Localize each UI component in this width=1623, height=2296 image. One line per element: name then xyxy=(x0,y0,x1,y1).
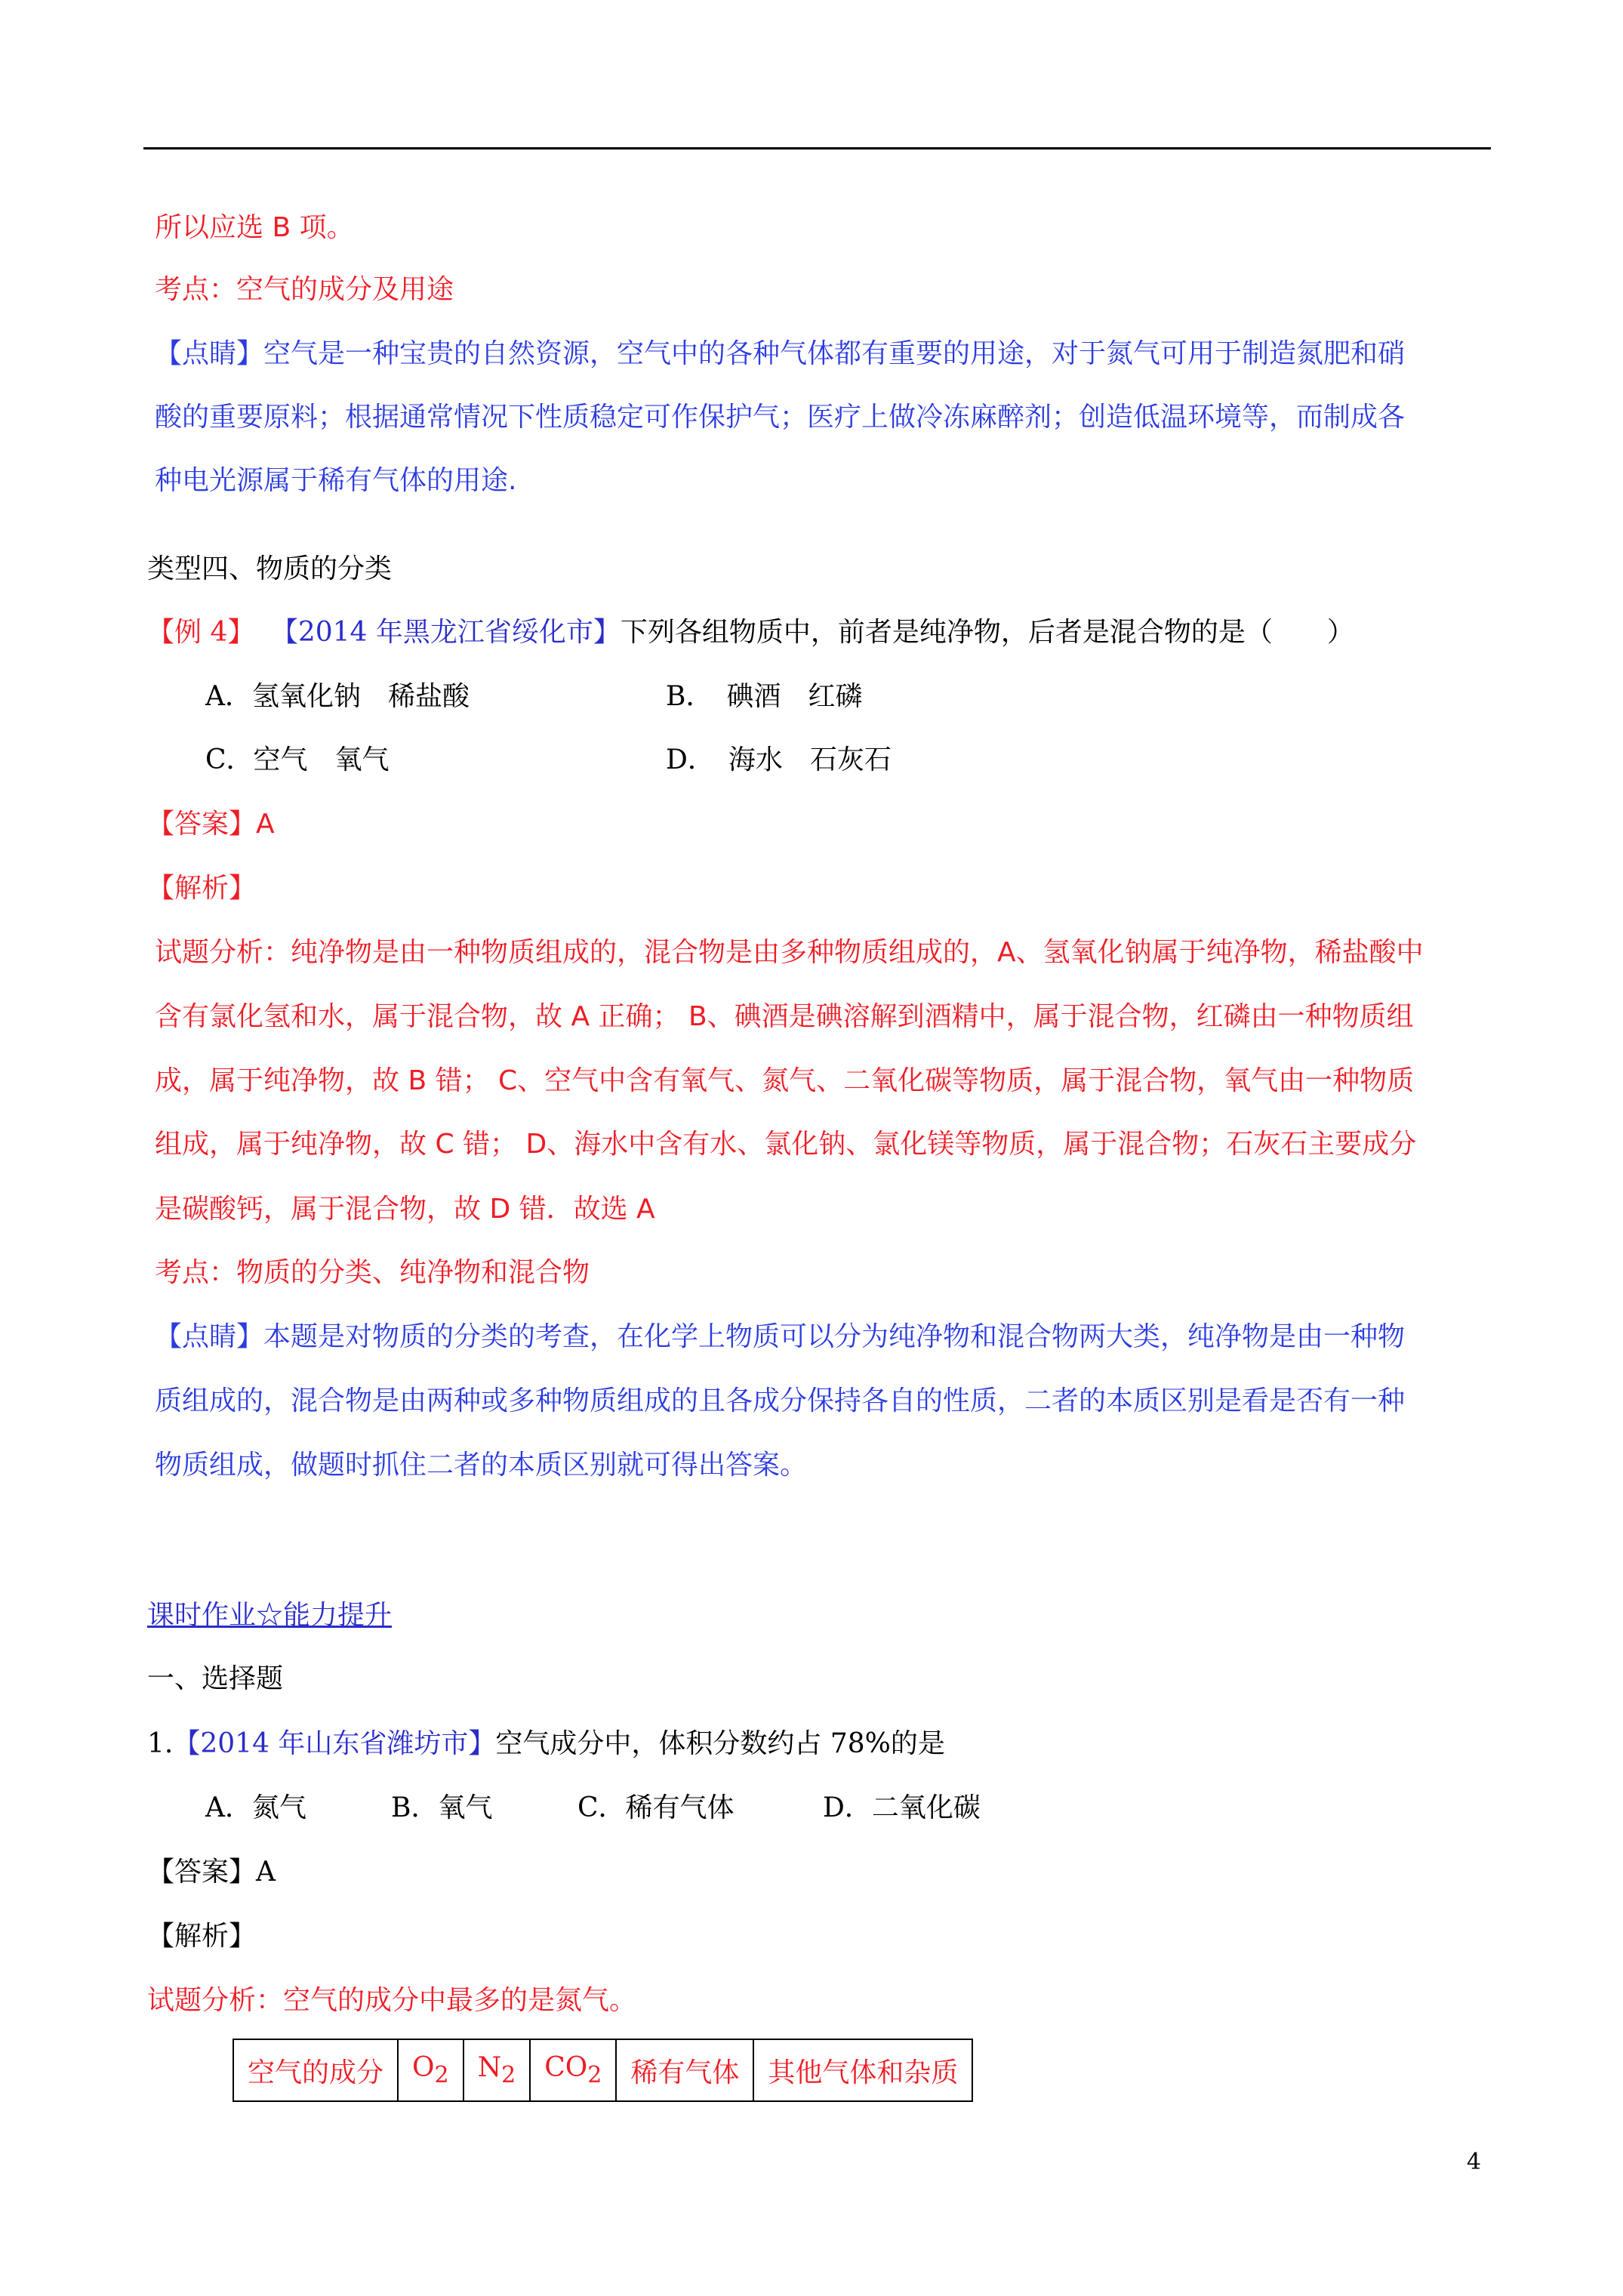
q1-option-a: A．氮气 xyxy=(205,1792,306,1823)
q1-line xyxy=(147,1727,945,1761)
q1-question: 空气成分中，体积分数约占 78%的是 xyxy=(495,1728,945,1759)
dianjing-2-line-2: 质组成的，混合物是由两种或多种物质组成的且各成分保持各自的性质，二者的本质区别是看是否有一种 xyxy=(155,1385,1406,1416)
dianjing-2-line-3: 物质组成，做题时抓住二者的本质区别就可得出答案。 xyxy=(155,1450,808,1481)
table-cell-noble-gas: 稀有气体 xyxy=(616,2039,753,2101)
subsection-title: 一、选择题 xyxy=(147,1663,284,1694)
example4-option-b: B． 碘酒 红磷 xyxy=(666,681,863,712)
example4-answer: 【答案】A xyxy=(147,809,275,840)
q1-option-c: C．稀有气体 xyxy=(577,1792,735,1823)
analysis-line-2: 含有氯化氢和水，属于混合物，故 A 正确； B、碘酒是碘溶解到酒精中，属于混合物，红磷由一种物质组 xyxy=(155,1001,1414,1032)
table-row xyxy=(233,2039,972,2101)
example4-option-d: D． 海水 石灰石 xyxy=(666,744,892,775)
kaodian-2: 考点：物质的分类、纯净物和混合物 xyxy=(155,1257,590,1288)
table-cell-co2: $CO_2$ xyxy=(530,2039,616,2101)
q1-number: 1. xyxy=(147,1728,174,1759)
air-composition-table xyxy=(233,2039,973,2102)
dianjing-2-line-1: 【点睛】本题是对物质的分类的考查，在化学上物质可以分为纯净物和混合物两大类，纯净物是由一种物 xyxy=(155,1321,1406,1352)
example4-option-c: C．空气 氧气 xyxy=(205,744,390,775)
header-rule xyxy=(143,147,1491,149)
q1-option-d: D．二氧化碳 xyxy=(823,1792,981,1823)
analysis-line-3: 成，属于纯净物，故 B 错； C、空气中含有氧气、氮气、二氧化碳等物质，属于混合物，氧气由一种物质 xyxy=(155,1065,1415,1096)
q1-option-b: B．氧气 xyxy=(391,1792,493,1823)
section-title: 类型四、物质的分类 xyxy=(147,553,393,584)
dianjing-1-line-1: 【点睛】空气是一种宝贵的自然资源，空气中的各种气体都有重要的用途，对于氮气可用于制造氮肥和硝 xyxy=(155,338,1406,369)
dianjing-1-line-2: 酸的重要原料；根据通常情况下性质稳定可作保护气；医疗上做冷冻麻醉剂；创造低温环境等，而制成各 xyxy=(155,402,1406,433)
kaodian-1: 考点：空气的成分及用途 xyxy=(155,274,454,305)
analysis-line-5: 是碳酸钙，属于混合物，故 D 错．故选 A xyxy=(155,1194,655,1225)
example4-jiexi: 【解析】 xyxy=(147,873,257,904)
table-cell-o2: $O_2$ xyxy=(398,2039,463,2101)
q1-analysis: 试题分析：空气的成分中最多的是氮气。 xyxy=(147,1985,637,2016)
q1-source: 【2014 年山东省潍坊市】 xyxy=(173,1728,496,1759)
table-cell-component: 空气的成分 xyxy=(233,2039,398,2101)
example4-line xyxy=(147,616,1354,649)
page-number: 4 xyxy=(1466,2149,1481,2175)
table-cell-n2: $N_2$ xyxy=(463,2039,531,2101)
homework-link[interactable]: 课时作业☆能力提升 xyxy=(147,1600,393,1631)
analysis-line-4: 组成，属于纯净物，故 C 错； D、海水中含有水、氯化钠、氯化镁等物质，属于混合物；石灰石主要成分 xyxy=(155,1129,1417,1160)
table-cell-other: 其他气体和杂质 xyxy=(753,2039,972,2101)
dianjing-1-line-3: 种电光源属于稀有气体的用途. xyxy=(155,465,517,496)
q1-jiexi: 【解析】 xyxy=(147,1921,257,1952)
example4-source: 【2014 年黑龙江省绥化市】 xyxy=(270,617,621,648)
answer-conclusion: 所以应选 B 项。 xyxy=(155,212,354,243)
example4-option-a: A．氢氧化钠 稀盐酸 xyxy=(205,681,470,712)
example4-question: 下列各组物质中，前者是纯净物，后者是混合物的是（ ） xyxy=(620,617,1354,648)
example4-tag: 【例 4】 xyxy=(147,617,255,648)
q1-answer: 【答案】A xyxy=(147,1857,276,1888)
analysis-line-1: 试题分析：纯净物是由一种物质组成的，混合物是由多种物质组成的，A、氢氧化钠属于纯净物，稀盐酸中 xyxy=(155,937,1424,968)
